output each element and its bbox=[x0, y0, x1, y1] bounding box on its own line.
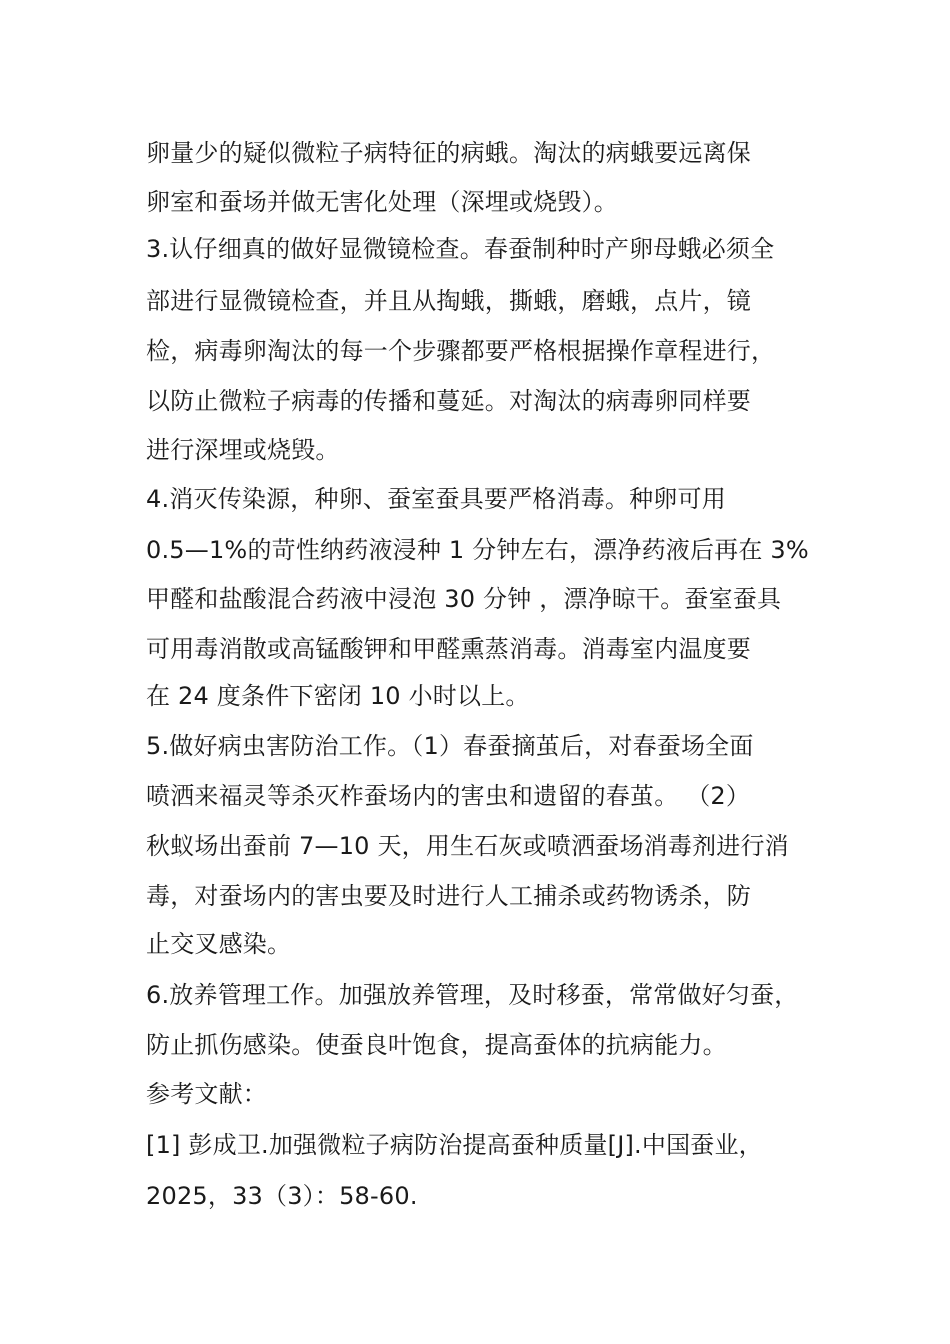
text-line: 0.5—1%的苛性纳药液浸种 1 分钟左右，漂净药液后再在 3% bbox=[146, 536, 809, 564]
text-line: 防止抓伤感染。使蚕良叶饱食，提高蚕体的抗病能力。 bbox=[146, 1031, 727, 1059]
text-line: 5.做好病虫害防治工作。（1）春蚕摘茧后，对春蚕场全面 bbox=[146, 732, 754, 760]
text-line: 毒，对蚕场内的害虫要及时进行人工捕杀或药物诱杀，防 bbox=[146, 882, 751, 910]
text-line: 部进行显微镜检查，并且从掏蛾，撕蛾，磨蛾，点片，镜 bbox=[146, 287, 751, 315]
text-line: 喷洒来福灵等杀灭柞蚕场内的害虫和遗留的春茧。 （2） bbox=[146, 782, 751, 810]
reference-entry: [1] 彭成卫.加强微粒子病防治提高蚕种质量[J].中国蚕业， bbox=[146, 1131, 763, 1159]
text-line: 3.认仔细真的做好显微镜检查。春蚕制种时产卵母蛾必须全 bbox=[146, 235, 775, 263]
text-line: 4.消灭传染源，种卵、蚕室蚕具要严格消毒。种卵可用 bbox=[146, 485, 726, 513]
reference-entry-continued: 2025，33（3）：58-60. bbox=[146, 1182, 418, 1210]
references-heading: 参考文献： bbox=[146, 1080, 267, 1108]
text-line: 止交叉感染。 bbox=[146, 930, 292, 958]
text-line: 秋蚁场出蚕前 7—10 天，用生石灰或喷洒蚕场消毒剂进行消 bbox=[146, 832, 789, 860]
text-line: 在 24 度条件下密闭 10 小时以上。 bbox=[146, 682, 530, 710]
text-line: 甲醛和盐酸混合药液中浸泡 30 分钟 ，漂净晾干。蚕室蚕具 bbox=[146, 585, 782, 613]
text-line: 卵室和蚕场并做无害化处理（深埋或烧毁）。 bbox=[146, 188, 618, 216]
text-line: 6.放养管理工作。加强放养管理，及时移蚕，常常做好匀蚕， bbox=[146, 981, 799, 1009]
text-line: 可用毒消散或高锰酸钾和甲醛熏蒸消毒。消毒室内温度要 bbox=[146, 635, 751, 663]
text-line: 卵量少的疑似微粒子病特征的病蛾。淘汰的病蛾要远离保 bbox=[146, 139, 751, 167]
text-line: 以防止微粒子病毒的传播和蔓延。对淘汰的病毒卵同样要 bbox=[146, 387, 751, 415]
text-line: 检，病毒卵淘汰的每一个步骤都要严格根据操作章程进行， bbox=[146, 337, 776, 365]
text-line: 进行深埋或烧毁。 bbox=[146, 436, 340, 464]
